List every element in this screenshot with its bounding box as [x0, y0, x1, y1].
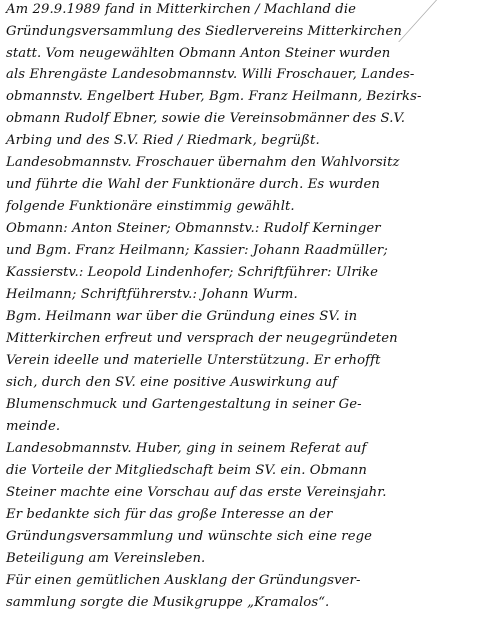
- text-line: und führte die Wahl der Funktionäre durch. Es wurden: [6, 177, 381, 192]
- text-line: als Ehrengäste Landesobmannstv. Willi Froschauer, Landes-: [6, 67, 415, 82]
- text-line: Für einen gemütlichen Ausklang der Gründungsver-: [6, 573, 361, 588]
- text-line: Verein ideelle und materielle Unterstützung. Er erhofft: [6, 353, 381, 368]
- text-line: und Bgm. Franz Heilmann; Kassier: Johann Raadmüller;: [6, 243, 388, 258]
- text-line: Kassierstv.: Leopold Lindenhofer; Schriftführer: Ulrike: [6, 265, 379, 280]
- text-line: Obmann: Anton Steiner; Obmannstv.: Rudolf Kerninger: [6, 221, 381, 236]
- text-line: Mitterkirchen erfreut und versprach der neugegründeten: [6, 331, 398, 346]
- text-line: Er bedankte sich für das große Interesse an der: [6, 507, 333, 522]
- text-line: Gründungsversammlung und wünschte sich eine rege: [6, 529, 373, 544]
- text-line: Landesobmannstv. Huber, ging in seinem Referat auf: [6, 441, 367, 456]
- text-line: obmannstv. Engelbert Huber, Bgm. Franz Heilmann, Bezirks-: [6, 89, 422, 104]
- text-line: Beteiligung am Vereinsleben.: [6, 551, 206, 566]
- text-line: statt. Vom neugewählten Obmann Anton Steiner wurden: [6, 46, 391, 61]
- text-line: Landesobmannstv. Froschauer übernahm den Wahlvorsitz: [6, 155, 400, 170]
- text-line: Steiner machte eine Vorschau auf das erste Vereinsjahr.: [6, 485, 387, 500]
- text-line: folgende Funktionäre einstimmig gewählt.: [6, 199, 295, 214]
- text-line: sammlung sorgte die Musikgruppe „Kramalos“.: [6, 595, 330, 610]
- text-line: Blumenschmuck und Gartengestaltung in seiner Ge-: [6, 397, 362, 412]
- text-line: Gründungsversammlung des Siedlervereins Mitterkirchen: [6, 24, 402, 39]
- text-line: die Vorteile der Mitgliedschaft beim SV. ein. Obmann: [6, 463, 368, 478]
- text-line: meinde.: [6, 419, 61, 434]
- text-line: Am 29.9.1989 fand in Mitterkirchen / Machland die: [6, 2, 357, 17]
- text-line: Bgm. Heilmann war über die Gründung eines SV. in: [6, 309, 358, 324]
- text-line: obmann Rudolf Ebner, sowie die Vereinsobmänner des S.V.: [6, 111, 406, 126]
- text-line: Heilmann; Schriftführerstv.: Johann Wurm.: [6, 287, 298, 302]
- handwritten-text: [6, 0, 476, 620]
- text-line: sich, durch den SV. eine positive Auswirkung auf: [6, 375, 338, 390]
- text-line: Arbing und des S.V. Ried / Riedmark, begrüßt.: [6, 133, 320, 148]
